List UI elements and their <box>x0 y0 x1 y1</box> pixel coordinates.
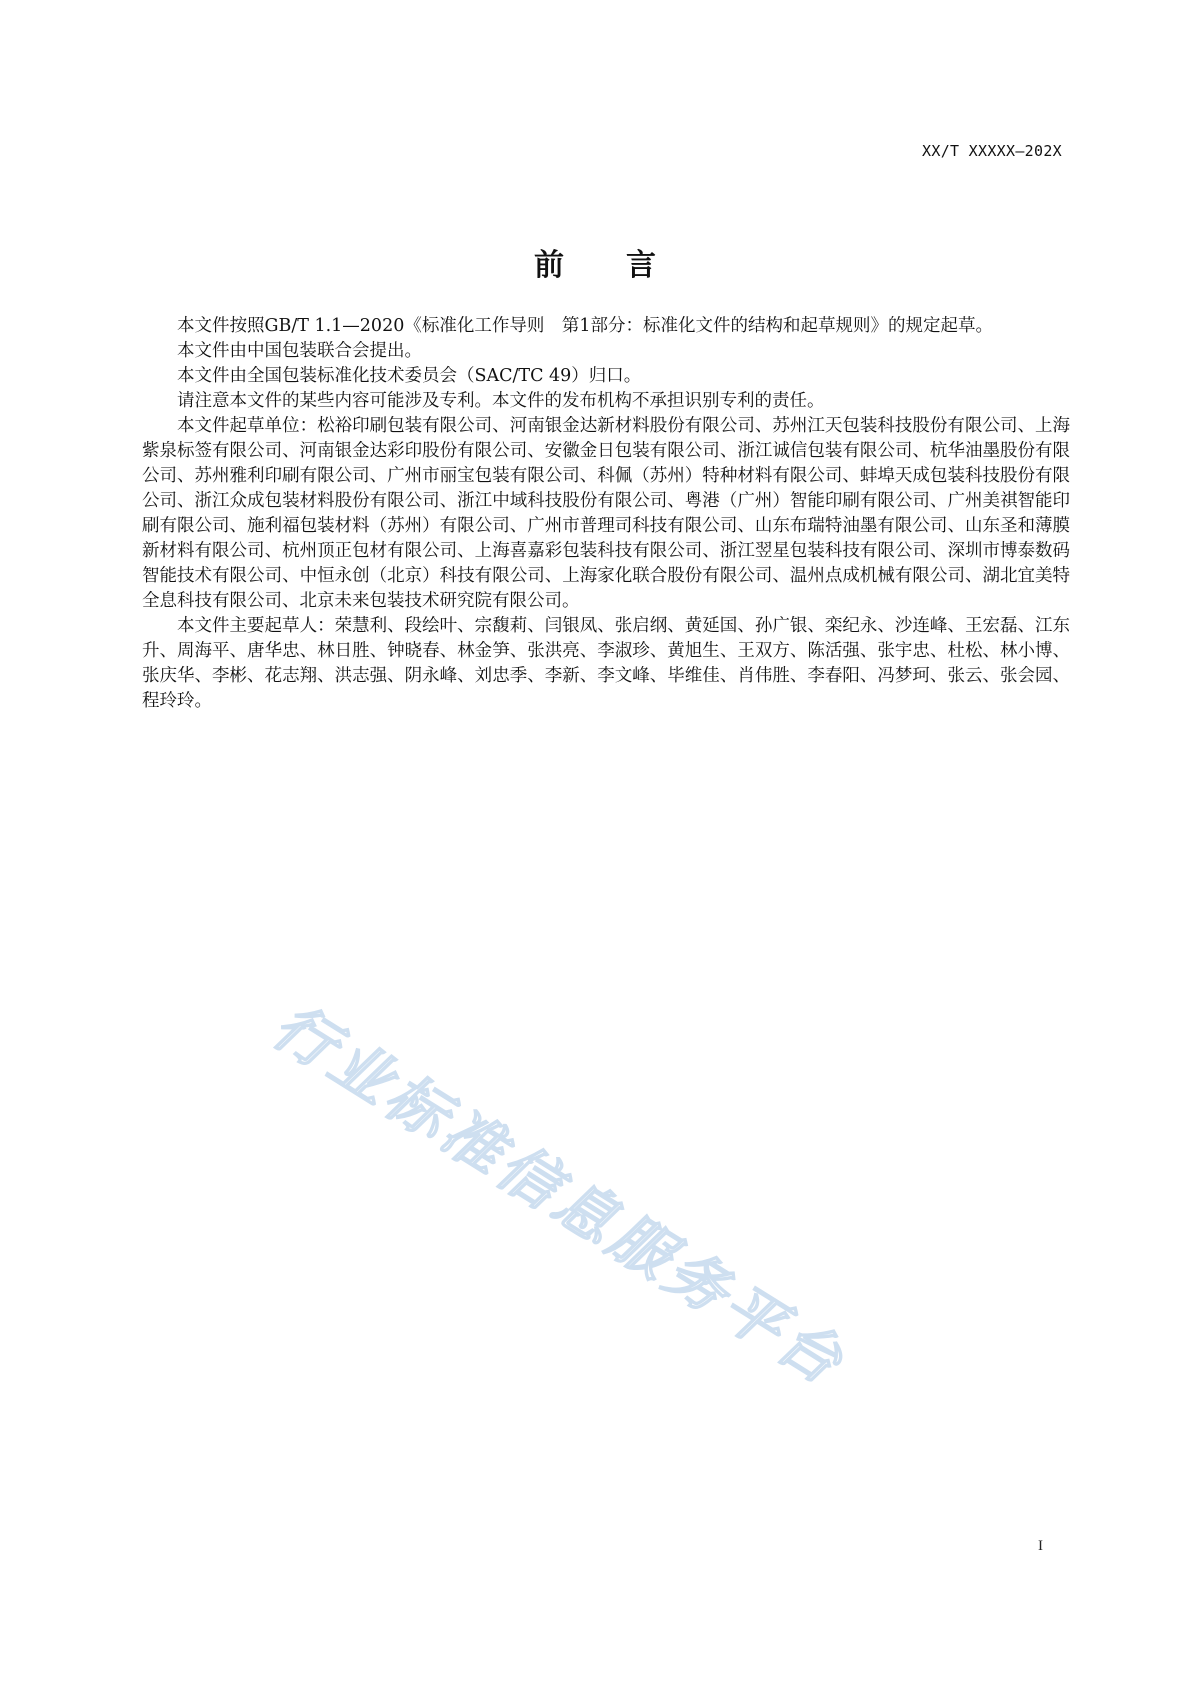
document-code: XX/T XXXXX—202X <box>922 142 1062 160</box>
paragraph-drafting-rules: 本文件按照GB/T 1.1—2020《标准化工作导则 第1部分：标准化文件的结构和起草规则》的规定起草。 <box>177 316 993 336</box>
paragraph-drafting-units: 本文件起草单位：松裕印刷包装有限公司、河南银金达新材料股份有限公司、苏州江天包装科技股份有限公司、上海紫泉标签有限公司、河南银金达彩印股份有限公司、安徽金日包装有限公司、浙江诚信包装有限公司、杭华油墨股份有限公司、苏州雅利印刷有限公司、广州市丽宝包装有限公司、科佩（苏州）特种材料有限公司、蚌埠天成包装科技股份有限公司、浙江众成包装材料股份有限公司、浙江中域科技股份有限公司、粤港（广州）智能印刷有限公司、广州美祺智能印刷有限公司、施利福包装材料（苏州）有限公司、广州市普理司科技有限公司、山东布瑞特油墨有限公司、山东圣和薄膜新材料有限公司、杭州顶正包材有限公司、上海喜嘉彩包装科技有限公司、浙江翌星包装科技有限公司、深圳市博泰数码智能技术有限公司、中恒永创（北京）科技有限公司、上海家化联合股份有限公司、温州点成机械有限公司、湖北宜美特全息科技有限公司、北京未来包装技术研究院有限公司。 <box>142 416 1070 611</box>
watermark: 行业标准信息服务平台 <box>261 991 858 1401</box>
page-number: I <box>1038 1538 1043 1554</box>
paragraph-patent-notice: 请注意本文件的某些内容可能涉及专利。本文件的发布机构不承担识别专利的责任。 <box>177 391 825 411</box>
paragraph-proposer: 本文件由中国包装联合会提出。 <box>177 341 422 361</box>
page-title: 前言 <box>534 248 718 283</box>
paragraph-drafters: 本文件主要起草人：荣慧利、段绘叶、宗馥莉、闫银凤、张启纲、黄延国、孙广银、栾纪永、沙连峰、王宏磊、江东升、周海平、唐华忠、林日胜、钟晓春、林金笋、张洪亮、李淑珍、黄旭生、王双方、陈活强、张宇忠、杜松、林小博、张庆华、李彬、花志翔、洪志强、阴永峰、刘忠季、李新、李文峰、毕维佳、肖伟胜、李春阳、冯梦珂、张云、张会园、程玲玲。 <box>142 616 1070 711</box>
paragraph-committee: 本文件由全国包装标准化技术委员会（SAC/TC 49）归口。 <box>177 366 642 386</box>
foreword-body <box>142 314 1070 714</box>
